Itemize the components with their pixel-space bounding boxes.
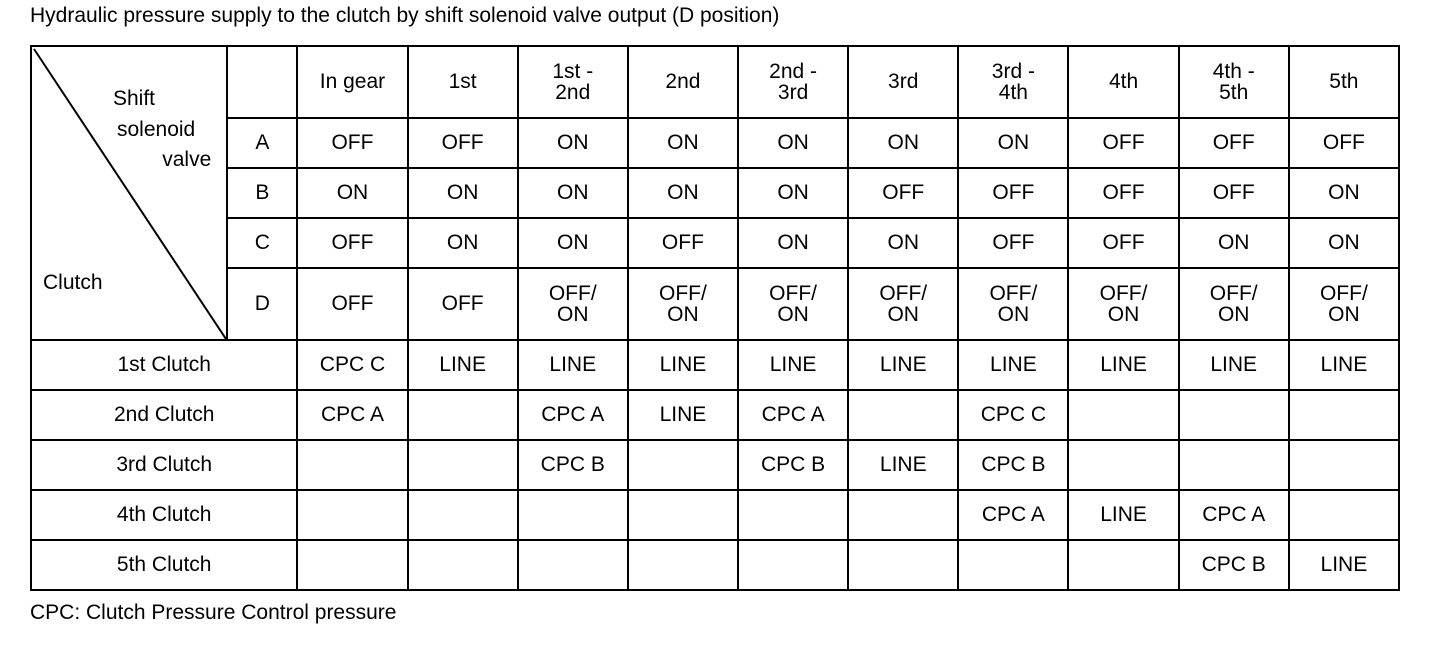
solenoid-state-cell-line: OFF <box>331 292 374 315</box>
solenoid-state-cell-line: OFF/ <box>769 281 817 305</box>
solenoid-state-cell-text <box>887 232 919 253</box>
solenoid-state-cell <box>628 218 738 268</box>
solenoid-state-cell <box>1289 268 1399 340</box>
solenoid-state-cell-line: ON <box>557 302 589 326</box>
solenoid-state-cell-line: ON <box>1107 302 1140 326</box>
solenoid-state-cell-line: ON <box>887 302 919 326</box>
solenoid-state-cell <box>628 268 738 340</box>
clutch-pressure-cell <box>628 490 738 540</box>
solenoid-state-cell-text <box>992 232 1034 253</box>
clutch-row-3rd-clutch <box>31 440 1399 490</box>
solenoid-state-cell-line: ON <box>667 181 699 204</box>
solenoid-state-cell-line: OFF <box>441 131 484 154</box>
column-header-2nd-3rd <box>738 46 848 118</box>
solenoid-state-cell-line: OFF/ <box>548 281 597 305</box>
solenoid-row-d <box>31 268 1399 340</box>
column-header-1st-2nd-line: 1st - <box>552 59 594 83</box>
solenoid-state-cell <box>738 268 848 340</box>
solenoid-state-cell-text <box>887 132 919 153</box>
clutch-pressure-cell: LINE <box>1068 490 1178 540</box>
blank-header-cell <box>227 46 297 118</box>
clutch-pressure-cell: LINE <box>628 390 738 440</box>
column-header-in-gear-line: In gear <box>319 70 386 93</box>
column-header-4th <box>1068 46 1178 118</box>
clutch-pressure-cell <box>848 490 958 540</box>
clutch-pressure-cell <box>738 540 848 590</box>
solenoid-state-cell <box>848 168 958 218</box>
clutch-pressure-cell <box>628 540 738 590</box>
clutch-pressure-cell <box>297 540 407 590</box>
clutch-pressure-cell: CPC B <box>958 440 1068 490</box>
clutch-pressure-cell <box>628 440 738 490</box>
clutch-pressure-cell <box>848 390 958 440</box>
clutch-row-2nd-clutch <box>31 390 1399 440</box>
solenoid-state-cell-line: ON <box>1217 231 1250 254</box>
table-title: Hydraulic pressure supply to the clutch by shift solenoid valve output (D position) <box>30 4 780 27</box>
solenoid-state-cell-line: OFF/ <box>1209 281 1258 305</box>
solenoid-state-cell <box>297 268 407 340</box>
clutch-pressure-cell: CPC B <box>1179 540 1289 590</box>
solenoid-state-cell-text <box>879 283 927 325</box>
solenoid-state-cell <box>738 168 848 218</box>
solenoid-state-cell <box>848 218 958 268</box>
clutch-pressure-cell: LINE <box>408 340 518 390</box>
column-header-2nd-line: 2nd <box>665 70 701 93</box>
solenoid-state-cell-line: ON <box>1217 302 1250 326</box>
solenoid-state-cell-line: OFF/ <box>879 281 928 305</box>
clutch-pressure-cell: LINE <box>1068 340 1178 390</box>
solenoid-state-cell-text <box>557 182 589 203</box>
solenoid-state-cell-line: ON <box>777 231 809 254</box>
solenoid-state-cell-line: OFF <box>1212 131 1255 154</box>
solenoid-state-cell-line: ON <box>667 131 699 154</box>
solenoid-state-cell <box>958 218 1068 268</box>
solenoid-state-cell <box>628 168 738 218</box>
solenoid-state-cell <box>408 218 518 268</box>
solenoid-state-cell-text <box>998 132 1030 153</box>
clutch-row-1st-clutch <box>31 340 1399 390</box>
solenoid-state-cell <box>738 118 848 168</box>
solenoid-state-cell-text <box>1218 232 1250 253</box>
column-header-in-gear <box>297 46 407 118</box>
solenoid-state-cell-text <box>989 283 1037 325</box>
solenoid-state-cell-text <box>1213 182 1255 203</box>
clutch-pressure-cell <box>408 540 518 590</box>
clutch-row-5th-clutch <box>31 540 1399 590</box>
solenoid-state-cell <box>1289 168 1399 218</box>
solenoid-state-cell-line: ON <box>1328 231 1360 254</box>
corner-label-shift: Shift <box>113 87 156 110</box>
solenoid-state-cell <box>628 118 738 168</box>
clutch-pressure-cell: LINE <box>848 440 958 490</box>
solenoid-state-cell-line: OFF/ <box>659 281 707 305</box>
solenoid-state-cell-line: OFF <box>1102 181 1145 204</box>
solenoid-state-cell-line: OFF <box>441 292 484 315</box>
clutch-pressure-cell: LINE <box>848 340 958 390</box>
solenoid-state-cell-line: OFF <box>1102 231 1145 254</box>
clutch-pressure-cell <box>1068 440 1178 490</box>
solenoid-state-cell-line: ON <box>557 181 589 204</box>
clutch-name-cell: 5th Clutch <box>31 540 297 590</box>
header-row <box>31 46 1399 118</box>
column-header-1st <box>408 46 518 118</box>
clutch-name-cell: 1st Clutch <box>31 340 297 390</box>
clutch-pressure-cell <box>297 490 407 540</box>
solenoid-state-cell <box>1179 118 1289 168</box>
solenoid-state-cell <box>1179 218 1289 268</box>
solenoid-state-cell-text <box>992 182 1034 203</box>
solenoid-state-cell-text <box>331 232 373 253</box>
clutch-pressure-cell <box>518 490 628 540</box>
solenoid-state-cell <box>518 268 628 340</box>
solenoid-state-cell <box>738 218 848 268</box>
solenoid-state-cell-text <box>1103 132 1145 153</box>
column-header-2nd-text <box>665 71 700 92</box>
clutch-pressure-cell <box>1289 440 1399 490</box>
column-header-1st-2nd <box>518 46 628 118</box>
solenoid-state-cell-line: ON <box>777 131 809 154</box>
clutch-pressure-cell <box>408 490 518 540</box>
column-header-5th-line: 5th <box>1329 70 1359 93</box>
solenoid-state-cell <box>848 268 958 340</box>
solenoid-state-cell-text <box>667 132 699 153</box>
solenoid-state-cell-text <box>667 182 699 203</box>
column-header-3rd-4th-text <box>992 61 1035 103</box>
column-header-3rd-4th-line: 4th <box>998 80 1028 104</box>
column-header-1st-line: 1st <box>448 70 477 93</box>
clutch-pressure-cell <box>1289 490 1399 540</box>
solenoid-state-cell <box>1068 118 1178 168</box>
solenoid-state-cell-line: ON <box>446 231 479 254</box>
solenoid-state-cell-line: OFF <box>1102 131 1145 154</box>
solenoid-state-cell-text <box>447 232 479 253</box>
solenoid-state-cell-text <box>447 182 479 203</box>
solenoid-state-cell <box>1289 118 1399 168</box>
column-header-4th-text <box>1109 71 1138 92</box>
solenoid-state-cell-line: ON <box>887 131 919 154</box>
solenoid-state-cell <box>408 168 518 218</box>
solenoid-state-cell-line: OFF <box>992 231 1035 254</box>
solenoid-state-cell-text <box>1328 232 1360 253</box>
solenoid-state-cell <box>297 218 407 268</box>
solenoid-state-cell-text <box>662 232 704 253</box>
column-header-2nd-3rd-text <box>769 61 817 103</box>
solenoid-state-cell-text <box>1103 182 1145 203</box>
column-header-1st-text <box>449 71 477 92</box>
solenoid-state-cell-line: ON <box>1328 302 1360 326</box>
solenoid-row-b <box>31 168 1399 218</box>
solenoid-state-cell-text <box>882 182 924 203</box>
column-header-3rd-4th <box>958 46 1068 118</box>
column-header-in-gear-text <box>320 71 385 92</box>
solenoid-row-c <box>31 218 1399 268</box>
clutch-pressure-cell: LINE <box>1289 340 1399 390</box>
solenoid-state-cell-line: OFF/ <box>1099 281 1148 305</box>
solenoid-state-cell-line: ON <box>557 231 589 254</box>
column-header-4th-5th-line: 4th - <box>1212 59 1255 83</box>
solenoid-state-cell <box>958 118 1068 168</box>
solenoid-state-cell-text <box>769 283 817 325</box>
solenoid-state-cell-line: OFF <box>1322 131 1365 154</box>
solenoid-state-cell-line: OFF <box>331 231 374 254</box>
column-header-2nd-3rd-line: 3rd <box>777 80 809 104</box>
clutch-pressure-cell: LINE <box>518 340 628 390</box>
solenoid-state-cell-line: ON <box>997 131 1030 154</box>
clutch-pressure-cell <box>297 440 407 490</box>
column-header-4th-5th <box>1179 46 1289 118</box>
solenoid-state-cell-text <box>777 232 809 253</box>
column-header-5th-text <box>1329 71 1358 92</box>
solenoid-state-cell <box>518 118 628 168</box>
column-header-3rd-4th-line: 3rd - <box>991 59 1035 83</box>
solenoid-state-cell-line: ON <box>777 302 809 326</box>
solenoid-state-cell <box>408 118 518 168</box>
solenoid-state-cell <box>518 218 628 268</box>
column-header-2nd-3rd-line: 2nd - <box>769 59 818 83</box>
solenoid-state-cell-line: ON <box>667 302 699 326</box>
column-header-5th <box>1289 46 1399 118</box>
column-header-3rd-line: 3rd <box>888 70 919 93</box>
solenoid-state-cell <box>408 268 518 340</box>
clutch-pressure-cell <box>518 540 628 590</box>
clutch-pressure-cell <box>1179 440 1289 490</box>
corner-label-clutch: Clutch <box>43 271 103 294</box>
column-header-1st-2nd-line: 2nd <box>555 80 591 104</box>
solenoid-state-cell-text <box>1213 132 1255 153</box>
solenoid-state-cell-line: ON <box>997 302 1030 326</box>
solenoid-state-cell <box>848 118 958 168</box>
solenoid-state-cell-text <box>1323 132 1365 153</box>
solenoid-state-cell-text <box>442 293 484 314</box>
clutch-pressure-cell <box>848 540 958 590</box>
solenoid-state-cell-line: ON <box>557 131 589 154</box>
clutch-pressure-cell: CPC B <box>738 440 848 490</box>
footnote: CPC: Clutch Pressure Control pressure <box>30 601 397 624</box>
solenoid-state-cell-line: OFF <box>1212 181 1255 204</box>
solenoid-state-cell-line: ON <box>887 231 919 254</box>
solenoid-state-cell-text <box>1320 283 1368 325</box>
solenoid-state-cell-line: ON <box>777 181 809 204</box>
clutch-pressure-cell <box>958 540 1068 590</box>
solenoid-state-cell-text <box>557 232 589 253</box>
solenoid-state-cell-text <box>1100 283 1148 325</box>
clutch-pressure-cell: CPC A <box>738 390 848 440</box>
solenoid-state-cell <box>1068 168 1178 218</box>
solenoid-state-cell-line: OFF <box>331 131 374 154</box>
clutch-pressure-cell: CPC C <box>297 340 407 390</box>
clutch-pressure-table <box>30 45 1400 591</box>
clutch-pressure-cell <box>1068 540 1178 590</box>
clutch-pressure-cell: LINE <box>1179 340 1289 390</box>
clutch-pressure-cell <box>1068 390 1178 440</box>
solenoid-state-cell-text <box>331 293 373 314</box>
solenoid-state-cell <box>297 168 407 218</box>
solenoid-state-cell <box>1179 168 1289 218</box>
solenoid-state-cell-line: OFF <box>992 181 1035 204</box>
clutch-pressure-cell <box>1179 390 1289 440</box>
column-header-2nd <box>628 46 738 118</box>
clutch-name-cell: 3rd Clutch <box>31 440 297 490</box>
clutch-pressure-cell <box>738 490 848 540</box>
clutch-name-cell: 2nd Clutch <box>31 390 297 440</box>
column-header-1st-2nd-text <box>552 61 593 103</box>
clutch-pressure-cell: CPC A <box>297 390 407 440</box>
solenoid-state-cell <box>1068 218 1178 268</box>
column-header-4th-line: 4th <box>1108 70 1139 93</box>
column-header-4th-5th-text <box>1213 61 1255 103</box>
clutch-pressure-cell <box>1289 390 1399 440</box>
solenoid-state-cell-text <box>549 283 597 325</box>
solenoid-state-cell-line: OFF/ <box>989 281 1038 305</box>
column-header-3rd-text <box>888 71 918 92</box>
clutch-pressure-cell <box>408 440 518 490</box>
solenoid-state-cell-text <box>777 132 809 153</box>
clutch-pressure-cell: CPC A <box>518 390 628 440</box>
corner-label-valve: valve <box>162 148 212 171</box>
clutch-pressure-cell: CPC C <box>958 390 1068 440</box>
solenoid-state-cell <box>1289 218 1399 268</box>
solenoid-state-cell-line: ON <box>1328 181 1360 204</box>
solenoid-state-cell <box>958 268 1068 340</box>
solenoid-valve-label: B <box>227 168 297 218</box>
clutch-pressure-cell: LINE <box>628 340 738 390</box>
solenoid-state-cell-text <box>337 182 369 203</box>
solenoid-state-cell-text <box>442 132 484 153</box>
solenoid-valve-label: D <box>227 268 297 340</box>
solenoid-valve-label: A <box>227 118 297 168</box>
solenoid-state-cell-line: OFF/ <box>1319 281 1368 305</box>
clutch-pressure-cell <box>408 390 518 440</box>
clutch-row-4th-clutch <box>31 490 1399 540</box>
clutch-pressure-cell: LINE <box>738 340 848 390</box>
column-header-3rd <box>848 46 958 118</box>
corner-header-cell <box>31 46 227 340</box>
solenoid-state-cell-text <box>557 132 589 153</box>
solenoid-state-cell-line: ON <box>336 181 369 204</box>
solenoid-state-cell <box>1068 268 1178 340</box>
corner-label-solenoid: solenoid <box>117 118 196 141</box>
clutch-pressure-cell: CPC A <box>1179 490 1289 540</box>
solenoid-state-cell-text <box>1210 283 1258 325</box>
clutch-pressure-cell: CPC A <box>958 490 1068 540</box>
solenoid-state-cell-text <box>1103 232 1145 253</box>
solenoid-state-cell-text <box>777 182 809 203</box>
solenoid-state-cell-text <box>659 283 707 325</box>
solenoid-state-cell <box>518 168 628 218</box>
clutch-pressure-cell: CPC B <box>518 440 628 490</box>
clutch-pressure-cell: LINE <box>1289 540 1399 590</box>
clutch-name-cell: 4th Clutch <box>31 490 297 540</box>
clutch-pressure-cell: LINE <box>958 340 1068 390</box>
solenoid-valve-label: C <box>227 218 297 268</box>
solenoid-state-cell-line: OFF <box>661 231 704 254</box>
solenoid-state-cell <box>958 168 1068 218</box>
solenoid-row-a <box>31 118 1399 168</box>
solenoid-state-cell-text <box>331 132 373 153</box>
column-header-4th-5th-line: 5th <box>1219 80 1249 104</box>
solenoid-state-cell-line: OFF <box>882 181 925 204</box>
solenoid-state-cell-text <box>1328 182 1360 203</box>
solenoid-state-cell <box>297 118 407 168</box>
solenoid-state-cell <box>1179 268 1289 340</box>
solenoid-state-cell-line: ON <box>446 181 479 204</box>
